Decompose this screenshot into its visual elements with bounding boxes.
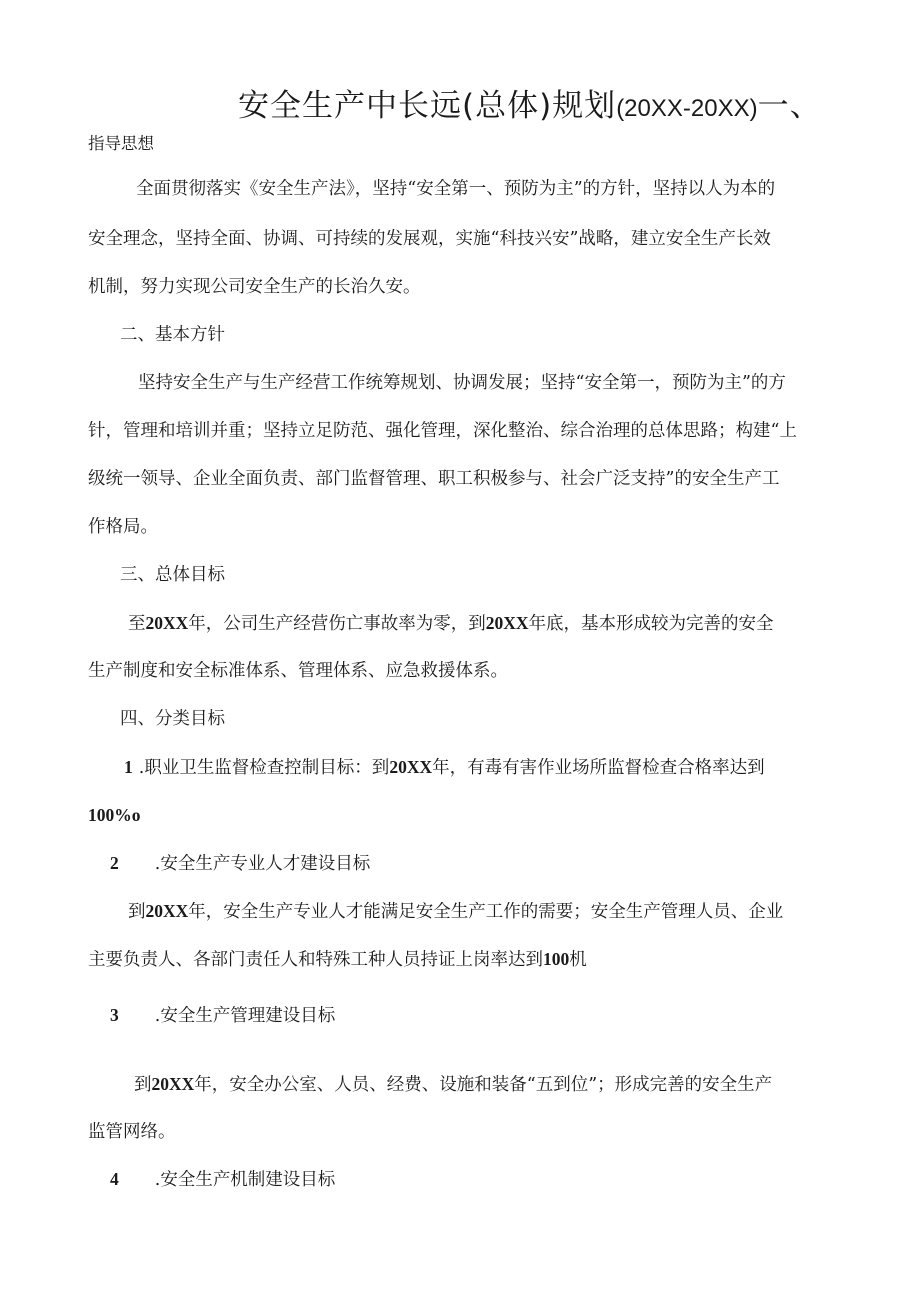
s2-paragraph-line-2: 针，管理和培训并重；坚持立足防范、强化管理，深化整治、综合治理的总体思路；构建“上: [88, 421, 797, 441]
item-2-line-2: [88, 947, 587, 972]
section-2-heading: 二、基本方针: [120, 325, 225, 345]
title-main: 安全生产中长远(总体)规划: [238, 88, 617, 124]
s1-paragraph-line-3: 机制，努力实现公司安全生产的长治久安。: [88, 277, 421, 297]
item-3-year: 20XX: [151, 1074, 195, 1094]
item-2-text-d: 机: [569, 950, 587, 970]
title-tail: 一、: [757, 88, 822, 124]
section-4-heading: 四、分类目标: [120, 709, 225, 729]
section-1-heading: 指导思想: [88, 134, 154, 153]
item-3-heading: [110, 1003, 335, 1028]
item-3-text-a: 到: [134, 1075, 152, 1095]
s3-text-c: 年底，基本形成较为完善的安全: [528, 614, 774, 634]
item-3-title: .安全生产管理建设目标: [154, 1006, 336, 1026]
s3-paragraph-line-1: [128, 611, 774, 636]
item-4-number: 4: [110, 1169, 119, 1189]
s1-paragraph-line-2: 安全理念，坚持全面、协调、可持续的发展观，实施“科技兴安”战略，建立安全生产长效: [88, 229, 771, 249]
item-1-year: 20XX: [389, 757, 433, 777]
s2-paragraph-line-1: 坚持安全生产与生产经营工作统筹规划、协调发展；坚持“安全第一，预防为主”的方: [138, 373, 786, 393]
s2-paragraph-line-3: 级统一领导、企业全面负责、部门监督管理、职工积极参与、社会广泛支持”的安全生产工: [88, 469, 780, 489]
s3-paragraph-line-2: 生产制度和安全标准体系、管理体系、应急救援体系。: [88, 661, 508, 681]
item-1-text-b: 年，有毒有害作业场所监督检查合格率达到: [432, 758, 765, 778]
item-2-text-c: 主要负责人、各部门责任人和特殊工种人员持证上岗率达到: [88, 950, 543, 970]
s3-text-a: 至: [128, 614, 146, 634]
item-3-number: 3: [110, 1005, 119, 1025]
s3-year-2: 20XX: [485, 613, 529, 633]
item-3-line-1: [134, 1072, 772, 1097]
item-2-number: 2: [110, 853, 119, 873]
s3-text-b: 年，公司生产经营伤亡事故率为零，到: [188, 614, 486, 634]
item-4-title: .安全生产机制建设目标: [154, 1170, 336, 1190]
item-2-heading: [110, 851, 370, 876]
item-1-number: 1: [124, 757, 133, 777]
s1-paragraph-line-1: 全面贯彻落实《安全生产法》，坚持“安全第一、预防为主”的方针，坚持以人为本的: [136, 179, 776, 199]
s2-paragraph-line-4: 作格局。: [88, 517, 158, 537]
item-4-heading: [110, 1167, 335, 1192]
item-1-text-a: .职业卫生监督检查控制目标：到: [138, 758, 390, 778]
title-years: (20XX-20XX): [616, 95, 758, 122]
item-2-title: .安全生产专业人才建设目标: [154, 854, 371, 874]
item-2-text-b: 年，安全生产专业人才能满足安全生产工作的需要；安全生产管理人员、企业: [188, 902, 784, 922]
item-2-text-a: 到: [128, 902, 146, 922]
section-3-heading: 三、总体目标: [120, 565, 225, 585]
item-1-line-1: [124, 755, 765, 780]
item-3-line-2: 监管网络。: [88, 1122, 176, 1142]
item-1-line-2: 100%o: [88, 805, 141, 825]
item-2-year: 20XX: [145, 901, 189, 921]
s3-year-1: 20XX: [145, 613, 189, 633]
item-2-rate: 100: [543, 949, 570, 969]
item-3-text-b: 年，安全办公室、人员、经费、设施和装备“五到位”；形成完善的安全生产: [194, 1075, 773, 1095]
document-title: [238, 80, 918, 125]
item-2-line-1: [128, 899, 783, 924]
